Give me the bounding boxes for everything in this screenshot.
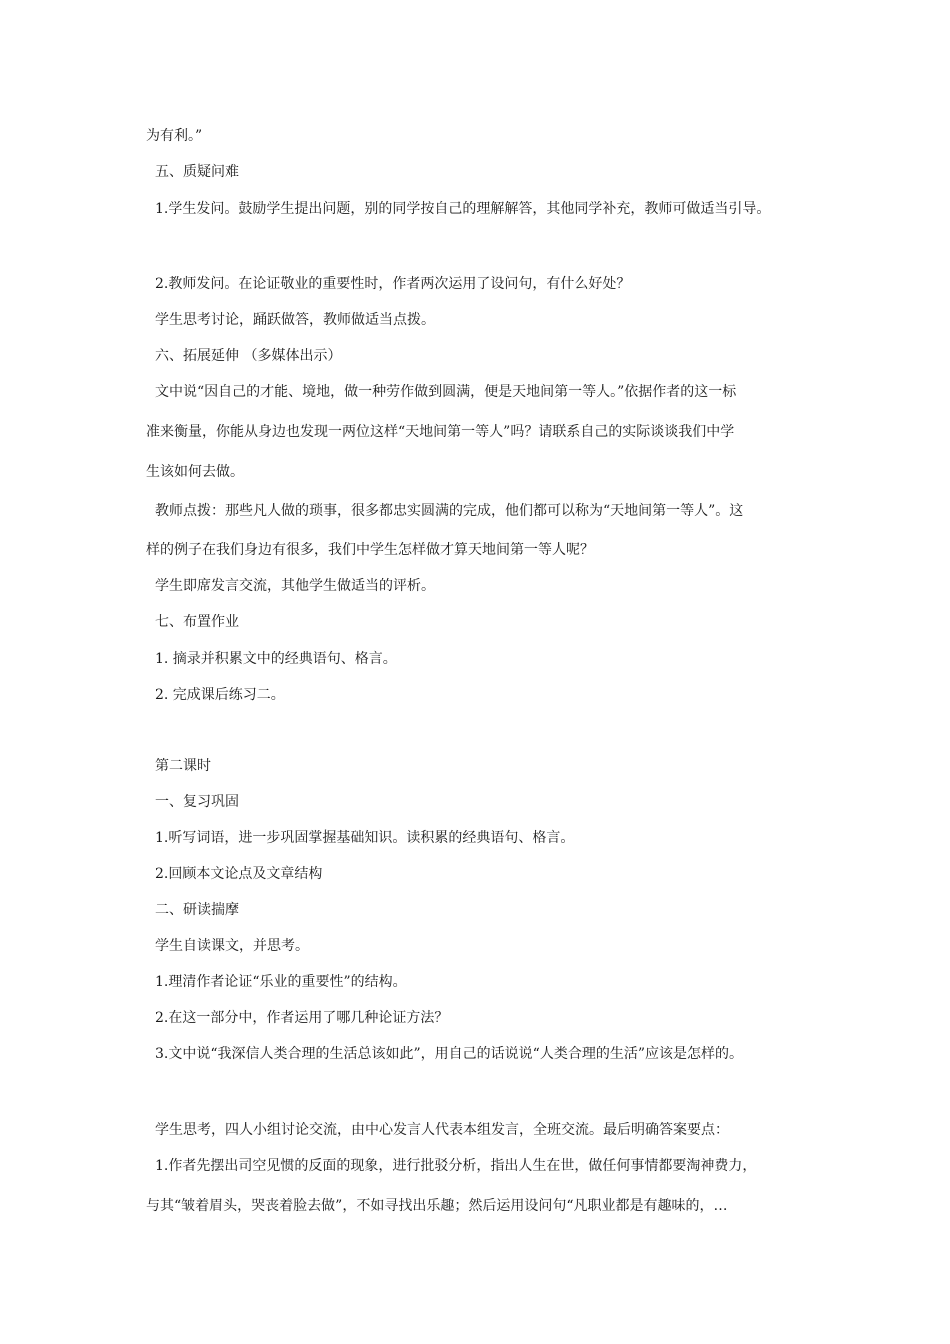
text-line: 教师点拨：那些凡人做的琐事，很多都忠实圆满的完成，他们都可以称为“天地间第一等人”。这 (155, 503, 744, 519)
section-heading-1: 一、复习巩固 (155, 794, 239, 810)
section-heading-2: 二、研读揣摩 (155, 902, 239, 918)
text-line: 学生自读课文，并思考。 (155, 938, 309, 954)
text-line: 2.回顾本文论点及文章结构 (155, 866, 323, 882)
section-heading-7: 七、布置作业 (155, 614, 239, 630)
text-line: 3.文中说“我深信人类合理的生活总该如此”，用自己的话说说“人类合理的生活”应该是怎样的。 (155, 1046, 743, 1062)
text-line: 准来衡量，你能从身边也发现一两位这样“天地间第一等人”吗？请联系自己的实际谈谈我们中学 (146, 424, 735, 440)
text-line: 与其“皱着眉头，哭丧着脸去做”，不如寻找出乐趣；然后运用设问句“凡职业都是有趣味的，… (146, 1198, 728, 1214)
text-line: 样的例子在我们身边有很多，我们中学生怎样做才算天地间第一等人呢？ (146, 542, 594, 558)
text-line: 1.作者先摆出司空见惯的反面的现象，进行批驳分析，指出人生在世，做任何事情都要淘神费力， (155, 1158, 757, 1174)
text-line: 文中说“因自己的才能、境地，做一种劳作做到圆满，便是天地间第一等人。”依据作者的这一标 (155, 384, 737, 400)
text-line: 1.理清作者论证“乐业的重要性”的结构。 (155, 974, 407, 990)
text-line: 1. 摘录并积累文中的经典语句、格言。 (155, 651, 397, 667)
text-line: 1.听写词语，进一步巩固掌握基础知识。读积累的经典语句、格言。 (155, 830, 575, 846)
text-line: 2. 完成课后练习二。 (155, 687, 285, 703)
text-line: 2.教师发问。在论证敬业的重要性时，作者两次运用了设问句，有什么好处？ (155, 276, 631, 292)
lesson-heading: 第二课时 (155, 758, 211, 774)
text-line: 2.在这一部分中，作者运用了哪几种论证方法？ (155, 1010, 449, 1026)
section-heading-5: 五、质疑问难 (155, 164, 239, 180)
text-line: 学生思考，四人小组讨论交流，由中心发言人代表本组发言，全班交流。最后明确答案要点： (155, 1122, 729, 1138)
text-line: 为有利。” (146, 128, 203, 144)
text-line: 生该如何去做。 (146, 464, 244, 480)
text-line: 学生即席发言交流，其他学生做适当的评析。 (155, 578, 435, 594)
text-line: 1.学生发问。鼓励学生提出问题，别的同学按自己的理解解答，其他同学补充，教师可做适当引导。 (155, 201, 771, 217)
section-heading-6: 六、拓展延伸 （多媒体出示） (155, 348, 342, 364)
text-line: 学生思考讨论，踊跃做答，教师做适当点拨。 (155, 312, 435, 328)
